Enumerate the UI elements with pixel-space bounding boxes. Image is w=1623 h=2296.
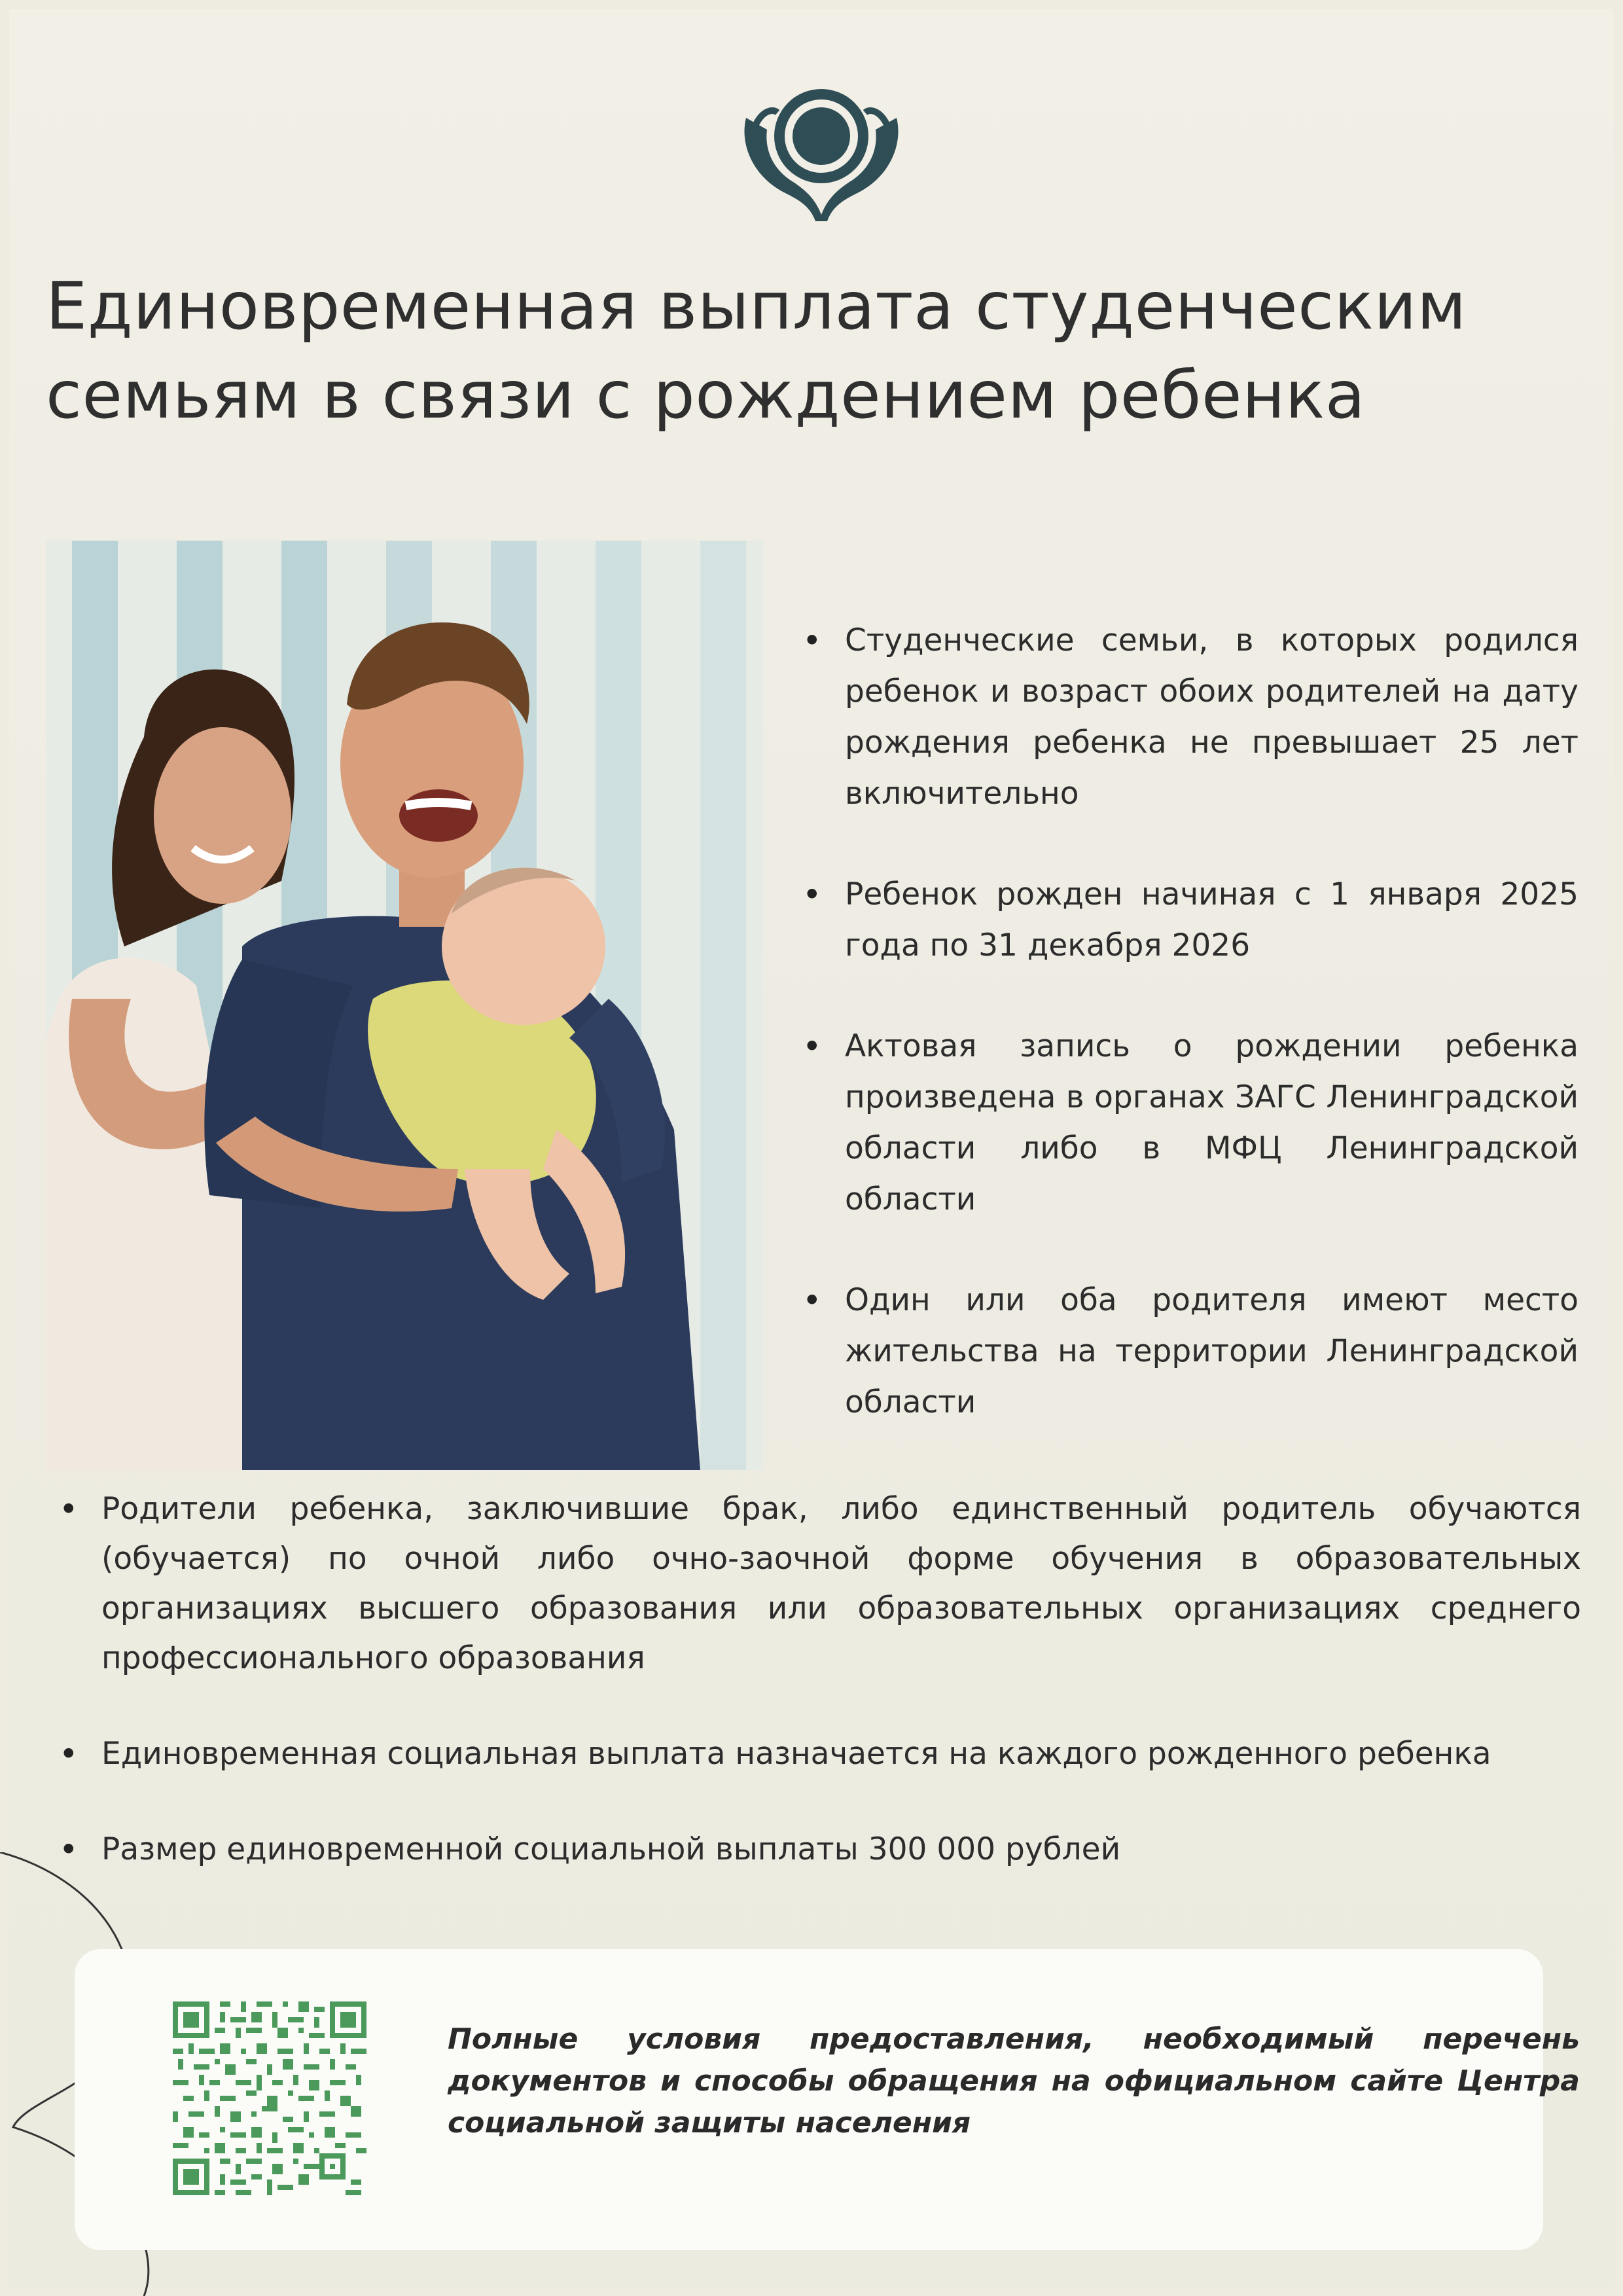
list-item: • Актовая запись о рождении ребенка произведена в органах ЗАГС Ленинградской области либо в МФЦ Ленинградской области	[802, 1021, 1578, 1225]
info-card	[75, 1949, 1580, 2250]
list-item: • Один или оба родителя имеют место жительства на территории Ленинградской области	[802, 1275, 1578, 1428]
title-line-1: Единовременная выплата студенческим	[46, 268, 1467, 344]
list-item: • Ребенок рожден начиная с 1 января 2025 года по 31 декабря 2026	[802, 869, 1578, 971]
conditions-list-bottom	[59, 1484, 1581, 1920]
title-line-2: семьям в связи с рождением ребенка	[46, 357, 1366, 433]
conditions-list-right	[802, 615, 1578, 1478]
list-item: • Размер единовременной социальной выплаты 300 000 рублей	[59, 1825, 1581, 1874]
family-photo	[46, 541, 763, 1470]
list-item: • Единовременная социальная выплата назначается на каждого рожденного ребенка	[59, 1729, 1581, 1779]
hands-holding-circle-icon	[733, 72, 910, 223]
list-item: • Студенческие семьи, в которых родился ребенок и возраст обоих родителей на дату рождения ребенка не превышает 25 лет включительно	[802, 615, 1578, 819]
qr-code-icon[interactable]	[173, 2001, 366, 2195]
list-item: • Родители ребенка, заключившие брак, либо единственный родитель обучаются (обучается) по очной либо очно-заочной форме обучения в образовательных организациях высшего образования или образовательных организациях среднего профессионального образования	[59, 1484, 1581, 1683]
card-info-text: Полные условия предоставления, необходимый перечень документов и способы обращения на официальном сайте Центра социальной защиты населения	[448, 2022, 1580, 2140]
page-title	[46, 262, 1577, 440]
